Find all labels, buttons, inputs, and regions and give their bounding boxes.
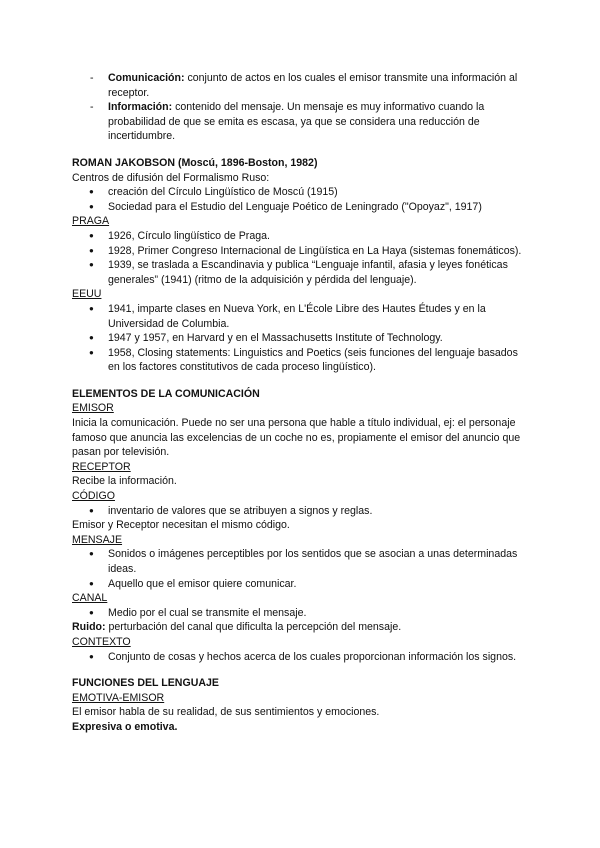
section-heading-funciones: FUNCIONES DEL LENGUAJE xyxy=(72,677,219,690)
list-item: ● Sociedad para el Estudio del Lenguaje Poético de Leningrado ("Opoyaz", 1917) xyxy=(72,200,532,215)
praga-list xyxy=(72,229,532,287)
list-item xyxy=(72,100,532,144)
term-ruido: Ruido: xyxy=(72,621,106,634)
emotiva-text: El emisor habla de su realidad, de sus sentimientos y emociones. xyxy=(72,706,380,719)
codigo-note: Emisor y Receptor necesitan el mismo código. xyxy=(72,519,290,532)
mensaje-list xyxy=(72,547,532,591)
subheading-mensaje: MENSAJE xyxy=(72,533,123,546)
receptor-text: Recibe la información. xyxy=(72,475,177,488)
jakobson-intro: Centros de difusión del Formalismo Ruso: xyxy=(72,171,270,184)
spacer xyxy=(72,375,532,387)
term-informacion: Información: xyxy=(108,101,173,114)
list-item xyxy=(72,71,532,100)
list-item: ● inventario de valores que se atribuyen a signos y reglas. xyxy=(72,504,532,519)
list-item: ● 1928, Primer Congreso Internacional de Lingüística en La Haya (sistemas fonemáticos). xyxy=(72,244,532,259)
ruido-text: perturbación del canal que dificulta la percepción del mensaje. xyxy=(105,621,402,634)
definition-informacion: contenido del mensaje. Un mensaje es muy informativo cuando la probabilidad de que se emita es escasa, ya que se considera una reducción de incertidumbre. xyxy=(108,101,485,143)
subheading-canal: CANAL xyxy=(72,592,108,605)
subheading-contexto: CONTEXTO xyxy=(72,635,131,648)
russia-list xyxy=(72,185,532,214)
list-item: ● Sonidos o imágenes perceptibles por los sentidos que se asocian a unas determinadas ideas. xyxy=(72,547,532,576)
list-item: ● 1958, Closing statements: Linguistics and Poetics (seis funciones del lenguaje basados en los factores constitutivos de cada proceso lingüístico). xyxy=(72,346,532,375)
subheading-praga: PRAGA xyxy=(72,215,110,228)
canal-list xyxy=(72,606,532,621)
dash-marker: - xyxy=(90,72,94,84)
list-item: ● creación del Círculo Lingüístico de Moscú (1915) xyxy=(72,185,532,200)
list-item: ● Aquello que el emisor quiere comunicar. xyxy=(72,577,532,592)
dash-marker: - xyxy=(90,101,94,114)
list-item: ● 1947 y 1957, en Harvard y en el Massachusetts Institute of Technology. xyxy=(72,331,532,346)
definition-comunicacion: conjunto de actos en los cuales el emisor transmite una información al receptor. xyxy=(108,72,518,99)
codigo-list xyxy=(72,504,532,519)
list-item: ● Medio por el cual se transmite el mensaje. xyxy=(72,606,532,621)
section-heading-elementos: ELEMENTOS DE LA COMUNICACIÓN xyxy=(72,387,260,400)
spacer xyxy=(72,664,532,676)
contexto-list xyxy=(72,650,532,665)
document-page xyxy=(72,71,532,735)
section-heading-jakobson: ROMAN JAKOBSON (Moscú, 1896-Boston, 1982) xyxy=(72,156,318,169)
term-comunicacion: Comunicación: xyxy=(108,72,185,84)
list-item: ● 1941, imparte clases en Nueva York, en L'École Libre des Hautes Études y en la Universidad de Columbia. xyxy=(72,302,532,331)
subheading-receptor: RECEPTOR xyxy=(72,460,131,473)
list-item: ● 1939, se traslada a Escandinavia y publica “Lenguaje infantil, afasia y leyes fonéticas generales” (1941) (ritmo de la adquisición y pérdida del lenguaje). xyxy=(72,258,532,287)
subheading-codigo: CÓDIGO xyxy=(72,490,115,503)
subheading-emisor: EMISOR xyxy=(72,402,114,415)
eeuu-list xyxy=(72,302,532,375)
list-item: ● 1926, Círculo lingüístico de Praga. xyxy=(72,229,532,244)
intro-dash-list xyxy=(72,71,532,144)
ruido-line xyxy=(72,620,532,635)
list-item: ● Conjunto de cosas y hechos acerca de los cuales proporcionan información los signos. xyxy=(72,650,532,665)
subheading-emotiva: EMOTIVA-EMISOR xyxy=(72,691,165,704)
expresiva-label: Expresiva o emotiva. xyxy=(72,720,178,733)
subheading-eeuu: EEUU xyxy=(72,288,102,301)
emisor-text: Inicia la comunicación. Puede no ser una persona que hable a título individual, ej: el personaje famoso que anuncia las excelencias de un coche no es, propiamente el emisor del anuncio que pasan por televisión. xyxy=(72,417,521,459)
